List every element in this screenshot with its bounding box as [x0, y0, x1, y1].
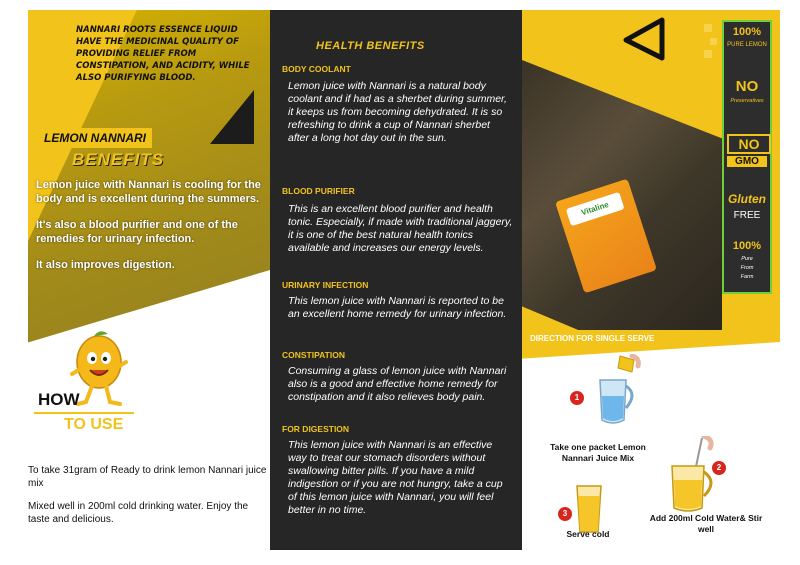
decor-square — [704, 24, 712, 32]
benefit-3: It also improves digestion. — [36, 259, 175, 271]
intro-text: NANNARI ROOTS ESSENCE LIQUID HAVE THE MEDICINAL QUALITY OF PROVIDING RELIEF FROM CONSTIPATION, AND ACIDITY, WHILE ALSO PURIFYING BLOOD. — [76, 25, 250, 83]
badge-pure-farm-text-1: Pure — [741, 256, 753, 262]
lemon-nannari-label: LEMON NANNARI — [38, 128, 152, 148]
usage-steps — [28, 464, 268, 536]
section-heading-digestion: FOR DIGESTION — [282, 424, 350, 434]
badge-no-preservatives-text: Preservatives — [730, 98, 764, 104]
play-triangle-icon — [622, 16, 668, 62]
how-underline — [34, 412, 134, 414]
jug-with-packet-icon — [590, 354, 644, 428]
section-body-digestion: This lemon juice with Nannari is an effective way to treat our stomach disorders without swallowing bitter pills. If you have a mild indigestion or if you are not hungry, take a cup of this lemon juice with Nannari, you will feel better in no time. — [288, 439, 503, 516]
direction-step-2: Add 200ml Cold Water& Stir well — [649, 513, 763, 534]
right-panel — [522, 10, 780, 550]
badge-pure-farm-value: 100% — [732, 240, 762, 252]
badge-pure-farm-text-2: From — [740, 265, 754, 271]
section-body-body-coolant: Lemon juice with Nannari is a natural body coolant and if had as a sherbet during summer, it keeps us from becoming dehydrated. It is so refreshing to drink a cup of Nannari sherbet after a long hot day out in the sun. — [288, 80, 507, 144]
direction-step-1: Take one packet Lemon Nannari Juice Mix — [550, 442, 646, 463]
badge-gluten-free-value: Gluten — [728, 192, 766, 206]
badge-pure-lemon-text: PURE LEMON — [727, 42, 767, 48]
badge-gluten-free-text: FREE — [733, 210, 761, 221]
left-panel — [28, 10, 270, 550]
decor-square — [710, 38, 717, 45]
badge-no-preservatives-value: NO — [735, 78, 759, 95]
direction-step-3: Serve cold — [566, 529, 610, 539]
feature-badges — [722, 20, 772, 294]
section-heading-body-coolant: BODY COOLANT — [282, 64, 351, 74]
badge-pure-farm-text-3: Farm — [740, 274, 754, 280]
badge-no-gmo-text: GMO — [727, 156, 767, 167]
benefits-heading: BENEFITS — [72, 150, 165, 169]
section-heading-constipation: CONSTIPATION — [282, 350, 345, 360]
usage-step-2: Mixed well in 200ml cold drinking water. Enjoy the taste and delicious. — [28, 501, 249, 525]
section-heading-urinary-infection: URINARY INFECTION — [282, 280, 369, 290]
glass-icon — [574, 484, 604, 534]
usage-step-1: To take 31gram of Ready to drink lemon Nannari juice mix — [28, 465, 267, 489]
middle-panel — [270, 10, 522, 550]
direction-title: DIRECTION FOR SINGLE SERVE — [522, 332, 680, 346]
badge-no-gmo-value: NO — [727, 134, 771, 154]
benefits-text — [36, 178, 264, 284]
badge-pure-lemon-value: 100% — [732, 26, 762, 38]
health-benefits-title: HEALTH BENEFITS — [316, 40, 425, 52]
step-number-1: 1 — [570, 391, 584, 405]
to-use-heading: TO USE — [64, 416, 124, 433]
benefit-1: Lemon juice with Nannari is cooling for the body and is excellent during the summers. — [36, 179, 261, 205]
jug-stirring-icon — [664, 436, 722, 516]
benefit-2: It's also a blood purifier and one of the remedies for urinary infection. — [36, 219, 238, 245]
decor-square — [704, 50, 712, 58]
section-body-urinary-infection: This lemon juice with Nannari is reported to be an excellent home remedy for urinary infection. — [288, 295, 507, 320]
section-body-blood-purifier: This is an excellent blood purifier and health tonic. Especially, if made with traditional jaggery, it is one of the best natural health tonics available and increases our energy levels. — [288, 203, 513, 254]
section-body-constipation: Consuming a glass of lemon juice with Nannari also is a good and effective home remedy for constipation and it also relieves body pain. — [288, 365, 507, 403]
pack-brand-label: Vitaline — [566, 192, 625, 226]
how-heading: HOW — [38, 390, 80, 409]
section-heading-blood-purifier: BLOOD PURIFIER — [282, 186, 355, 196]
step-number-2: 2 — [712, 461, 726, 475]
step-number-3: 3 — [558, 507, 572, 521]
